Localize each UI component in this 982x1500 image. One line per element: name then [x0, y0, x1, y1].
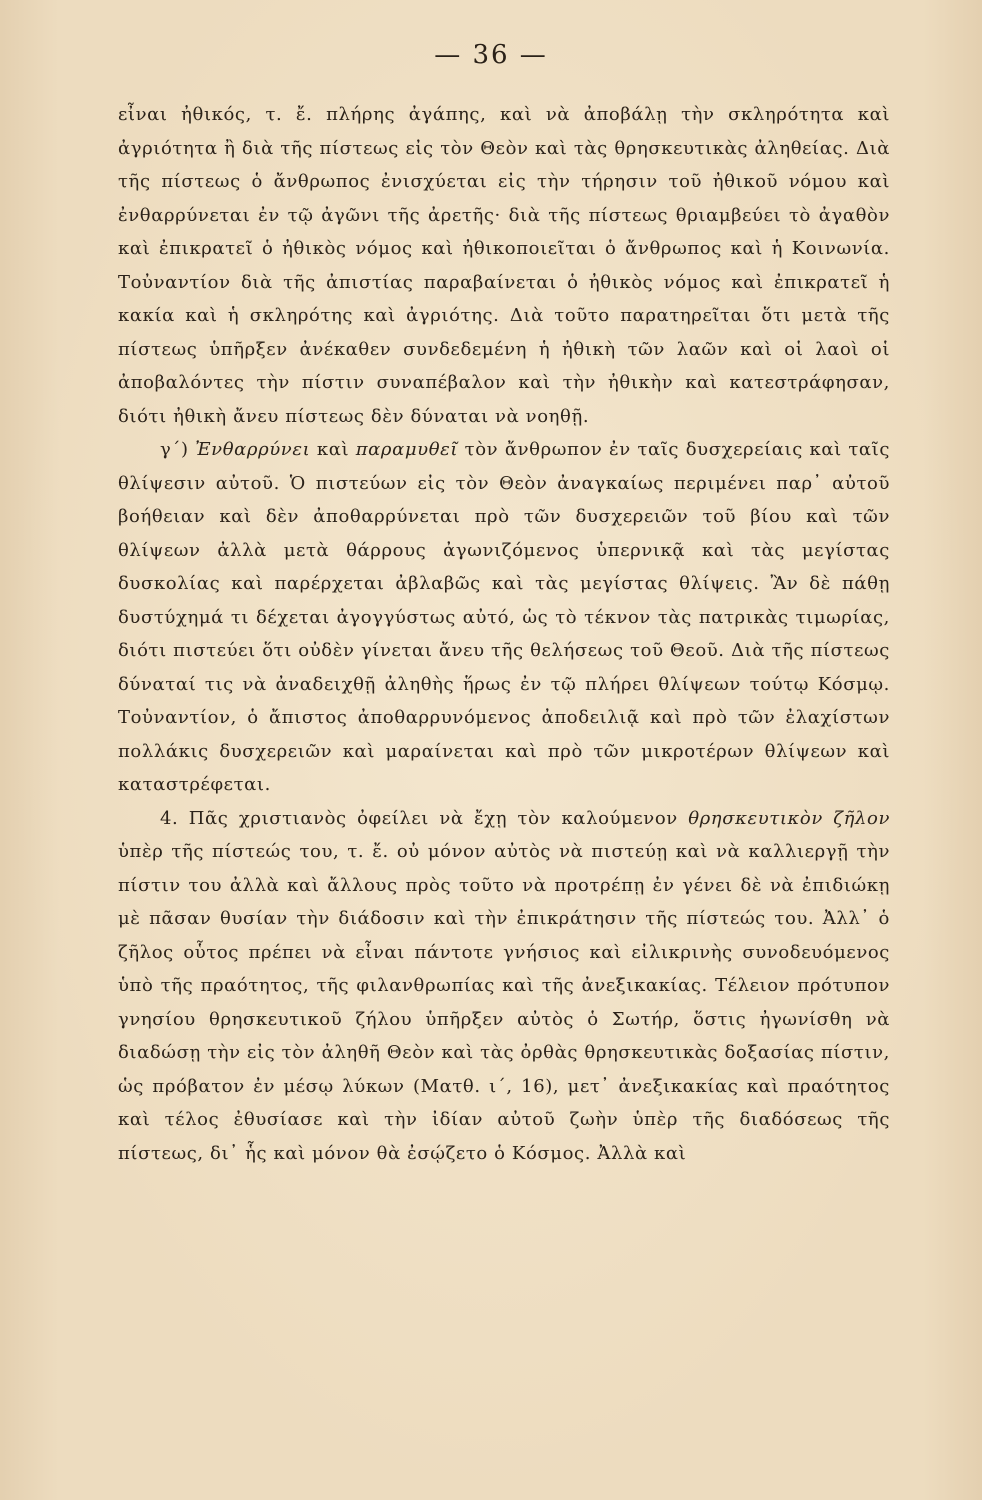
- paragraph-3-lead: 4. Πᾶς χριστιανὸς ὀφείλει νὰ ἔχῃ τὸν καλούμενον: [160, 807, 689, 829]
- body-text: [118, 98, 890, 1170]
- paragraph-2-text: τὸν ἄνθρωπον ἐν ταῖς δυσχερείαις καὶ ταῖς θλίψεσιν αὐτοῦ. Ὁ πιστεύων εἰς τὸν Θεὸν ἀναγκαίως περιμένει παρ᾿ αὐτοῦ βοήθειαν καὶ δὲν ἀποθαρρύνεται πρὸ τῶν δυσχερειῶν τοῦ βίου καὶ τῶν θλίψεων ἀλλὰ μετὰ θάρρους ἀγωνιζόμενος ὑπερνικᾷ καὶ τὰς μεγίστας δυσκολίας καὶ παρέρχεται ἀβλαβῶς καὶ τὰς μεγίστας θλίψεις. Ἂν δὲ πάθῃ δυστύχημά τι δέχεται ἀγογγύστως αὐτό, ὡς τὸ τέκνον τὰς πατρικὰς τιμωρίας, διότι πιστεύει ὅτι οὐδὲν γίνεται ἄνευ τῆς θελήσεως τοῦ Θεοῦ. Διὰ τῆς πίστεως δύναταί τις νὰ ἀναδειχθῇ ἀληθὴς ἥρως ἐν τῷ πλήρει θλίψεων τούτῳ Κόσμῳ. Τοὐναντίον, ὁ ἄπιστος ἀποθαρρυνόμενος ἀποδειλιᾷ καὶ πρὸ τῶν ἐλαχίστων πολλάκις δυσχερειῶν καὶ μαραίνεται καὶ πρὸ τῶν μικροτέρων θλίψεων καὶ καταστρέφεται.: [118, 439, 891, 795]
- paragraph-2-emphasis-2: παραμυθεῖ: [355, 439, 459, 460]
- paragraph-1-text: εἶναι ἠθικός, τ. ἔ. πλήρης ἀγάπης, καὶ νὰ ἀποβάλῃ τὴν σκληρότητα καὶ ἀγριότητα ἢ διὰ τῆς πίστεως εἰς τὸν Θεὸν καὶ τὰς θρησκευτικὰς ἀληθείας. Διὰ τῆς πίστεως ὁ ἄνθρωπος ἐνισχύεται εἰς τὴν τήρησιν τοῦ ἠθικοῦ νόμου καὶ ἐνθαρρύνεται ἐν τῷ ἀγῶνι τῆς ἀρετῆς· διὰ τῆς πίστεως θριαμβεύει τὸ ἀγαθὸν καὶ ἐπικρατεῖ ὁ ἠθικὸς νόμος καὶ ἠθικοποιεῖται ὁ ἄνθρωπος καὶ ἡ Κοινωνία. Τοὐναντίον διὰ τῆς ἀπιστίας παραβαίνεται ὁ ἠθικὸς νόμος καὶ ἐπικρατεῖ ἡ κακία καὶ ἡ σκληρότης καὶ ἀγριότης. Διὰ τοῦτο παρατηρεῖται ὅτι μετὰ τῆς πίστεως ὑπῆρξεν ἀνέκαθεν συνδεδεμένη ἡ ἠθικὴ τῶν λαῶν καὶ οἱ λαοὶ οἱ ἀποβαλόντες τὴν πίστιν συναπέβαλον καὶ τὴν ἠθικὴν καὶ κατεστράφησαν, διότι ἠθικὴ ἄνευ πίστεως δὲν δύναται νὰ νοηθῇ.: [118, 104, 890, 427]
- paragraph-2-mid: καὶ: [310, 439, 356, 460]
- paragraph-2-emphasis-1: Ἐνθαρρύνει: [195, 439, 311, 460]
- paragraph-3: [118, 802, 890, 1171]
- page-number: — 36 —: [434, 40, 548, 70]
- paragraph-3-emphasis: θρησκευτικὸν ζῆλον: [688, 807, 890, 829]
- paragraph-2: [118, 433, 890, 802]
- paragraph-2-lead: γ΄): [160, 439, 196, 460]
- paragraph-1: [118, 98, 890, 433]
- paragraph-3-text: ὑπὲρ τῆς πίστεώς του, τ. ἔ. οὐ μόνον αὐτὸς νὰ πιστεύῃ καὶ νὰ καλλιεργῇ τὴν πίστιν του ἀλλὰ καὶ ἄλλους πρὸς τοῦτο νὰ προτρέπῃ ἐν γένει δὲ νὰ ἐπιδιώκῃ μὲ πᾶσαν θυσίαν τὴν διάδοσιν καὶ τὴν ἐπικράτησιν τῆς πίστεώς του. Ἀλλ᾿ ὁ ζῆλος οὗτος πρέπει νὰ εἶναι πάντοτε γνήσιος καὶ εἰλικρινὴς συνοδευόμενος ὑπὸ τῆς πραότητος, τῆς φιλανθρωπίας καὶ τῆς ἀνεξικακίας. Τέλειον πρότυπον γνησίου θρησκευτικοῦ ζήλου ὑπῆρξεν αὐτὸς ὁ Σωτήρ, ὅστις ἠγωνίσθη νὰ διαδώσῃ τὴν εἰς τὸν ἀληθῆ Θεὸν καὶ τὰς ὀρθὰς θρησκευτικὰς δοξασίας πίστιν, ὡς πρόβατον ἐν μέσῳ λύκων (Ματθ. ι΄, 16), μετ᾿ ἀνεξικακίας καὶ πραότητος καὶ τέλος ἐθυσίασε καὶ τὴν ἰδίαν αὐτοῦ ζωὴν ὑπὲρ τῆς διαδόσεως τῆς πίστεως, δι᾿ ἧς καὶ μόνον θὰ ἐσῴζετο ὁ Κόσμος. Ἀλλὰ καὶ: [118, 841, 890, 1164]
